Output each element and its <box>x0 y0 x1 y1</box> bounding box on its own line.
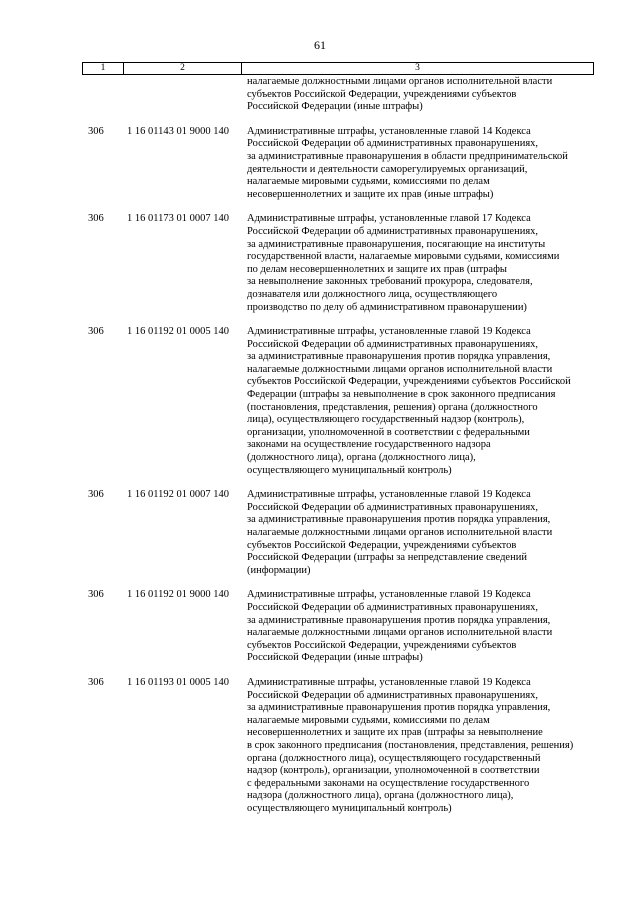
description-line: осуществляющего муниципальный контроль) <box>247 464 452 476</box>
table-row <box>88 589 608 665</box>
description-line: Административные штрафы, установленные главой 19 Кодекса <box>247 589 531 601</box>
table-row <box>88 213 608 314</box>
description-line: за административные правонарушения против порядка управления, <box>247 702 551 714</box>
description-line: за административные правонарушения против порядка управления, <box>247 351 551 363</box>
description-line: несовершеннолетних и защите их прав (штрафы за невыполнение <box>247 727 543 739</box>
description-line: в срок законного предписания (постановления, представления, решения) <box>247 739 574 751</box>
description-line: налагаемые должностными лицами органов исполнительной власти <box>247 627 553 639</box>
description-line: Российской Федерации (штрафы за непредставление сведений <box>247 552 527 564</box>
description-line: несовершеннолетних и защите их прав (иные штрафы) <box>247 188 494 200</box>
description-line: за административные правонарушения против порядка управления, <box>247 614 551 626</box>
description-line: государственной власти, налагаемые мировыми судьями, комиссиями <box>247 251 560 263</box>
description-line: Административные штрафы, установленные главой 14 Кодекса <box>247 125 531 137</box>
description-line: (должностного лица), органа (должностного лица), <box>247 452 476 464</box>
row-code: 306 <box>88 589 104 601</box>
table-row <box>88 489 608 577</box>
description-line: надзор (контроль), организации, уполномоченной в соответствии <box>247 765 540 777</box>
row-description <box>247 213 608 314</box>
row-description <box>247 489 608 577</box>
description-line: Российской Федерации об административных правонарушениях, <box>247 225 539 237</box>
description-line: осуществляющего муниципальный контроль) <box>247 802 452 814</box>
row-code: 306 <box>88 125 104 137</box>
description-line: дознавателя или должностного лица, осуществляющего <box>247 288 498 300</box>
description-line: Российской Федерации об административных правонарушениях, <box>247 601 539 613</box>
description-line: Российской Федерации об административных правонарушениях, <box>247 689 539 701</box>
description-line: субъектов Российской Федерации, учреждениями субъектов <box>247 88 517 100</box>
row-kbk <box>125 76 247 114</box>
description-line: Российской Федерации об административных правонарушениях, <box>247 501 539 513</box>
description-line: Административные штрафы, установленные главой 19 Кодекса <box>247 326 531 338</box>
row-description <box>247 677 608 816</box>
description-line: субъектов Российской Федерации, учреждениями субъектов Российской <box>247 376 571 388</box>
description-line: за административные правонарушения в области предпринимательской <box>247 150 568 162</box>
description-line: Российской Федерации об административных правонарушениях, <box>247 138 539 150</box>
row-kbk: 1 16 01192 01 9000 140 <box>127 589 229 601</box>
description-line: производство по делу об административном правонарушении) <box>247 301 527 313</box>
table-row <box>88 126 608 202</box>
row-code: 306 <box>88 326 104 338</box>
table-body <box>88 76 608 815</box>
table-header <box>82 62 594 75</box>
description-line: (информации) <box>247 564 311 576</box>
description-line: за административные правонарушения, посягающие на институты <box>247 238 546 250</box>
continuation-row <box>88 76 608 114</box>
description-line: организации, уполномоченной в соответствии с федеральными <box>247 426 530 438</box>
row-description <box>247 126 608 202</box>
description-line: налагаемые должностными лицами органов исполнительной власти <box>247 76 553 87</box>
row-description <box>247 76 608 114</box>
description-line: за административные правонарушения против порядка управления, <box>247 514 551 526</box>
description-line: Российской Федерации (иные штрафы) <box>247 652 423 664</box>
row-code <box>88 76 125 114</box>
row-code: 306 <box>88 489 104 501</box>
description-line: налагаемые мировыми судьями, комиссиями по делам <box>247 714 490 726</box>
row-description <box>247 326 608 477</box>
row-code: 306 <box>88 676 104 688</box>
column-header-2: 2 <box>124 63 242 74</box>
description-line: с федеральными законами на осуществление государственного <box>247 777 530 789</box>
row-kbk: 1 16 01173 01 0007 140 <box>127 213 229 225</box>
page-number: 61 <box>314 38 326 52</box>
description-line: налагаемые должностными лицами органов исполнительной власти <box>247 363 553 375</box>
description-line: Российской Федерации (иные штрафы) <box>247 101 423 113</box>
description-line: законами на осуществление государственного надзора <box>247 439 491 451</box>
description-line: (постановления, представления, решения) органа (должностного <box>247 401 538 413</box>
description-line: за невыполнение законных требований прокурора, следователя, <box>247 276 533 288</box>
description-line: субъектов Российской Федерации, учреждениями субъектов <box>247 539 517 551</box>
description-line: органа (должностного лица), осуществляющего государственный <box>247 752 541 764</box>
description-line: Российской Федерации об административных правонарушениях, <box>247 338 539 350</box>
row-kbk: 1 16 01192 01 0005 140 <box>127 326 229 338</box>
description-line: налагаемые мировыми судьями, комиссиями по делам <box>247 176 490 188</box>
row-kbk: 1 16 01192 01 0007 140 <box>127 489 229 501</box>
row-code: 306 <box>88 213 104 225</box>
description-line: Административные штрафы, установленные главой 17 Кодекса <box>247 213 531 225</box>
description-line: деятельности и деятельности саморегулируемых организаций, <box>247 163 528 175</box>
table-row <box>88 326 608 477</box>
description-line: по делам несовершеннолетних и защите их прав (штрафы <box>247 263 507 275</box>
description-line: надзора (должностного лица), органа (должностного лица), <box>247 790 514 802</box>
table-row <box>88 677 608 816</box>
description-line: Административные штрафы, установленные главой 19 Кодекса <box>247 676 531 688</box>
description-line: налагаемые должностными лицами органов исполнительной власти <box>247 527 553 538</box>
description-line: субъектов Российской Федерации, учреждениями субъектов <box>247 639 517 651</box>
description-line: лица), осуществляющего государственный надзор (контроль), <box>247 414 525 426</box>
description-line: Федерации (штрафы за невыполнение в срок законного предписания <box>247 389 556 401</box>
column-header-3: 3 <box>242 63 594 74</box>
description-line: Административные штрафы, установленные главой 19 Кодекса <box>247 489 531 501</box>
row-description <box>247 589 608 665</box>
row-kbk: 1 16 01193 01 0005 140 <box>127 676 229 688</box>
row-kbk: 1 16 01143 01 9000 140 <box>127 125 229 137</box>
column-header-1: 1 <box>82 63 124 74</box>
